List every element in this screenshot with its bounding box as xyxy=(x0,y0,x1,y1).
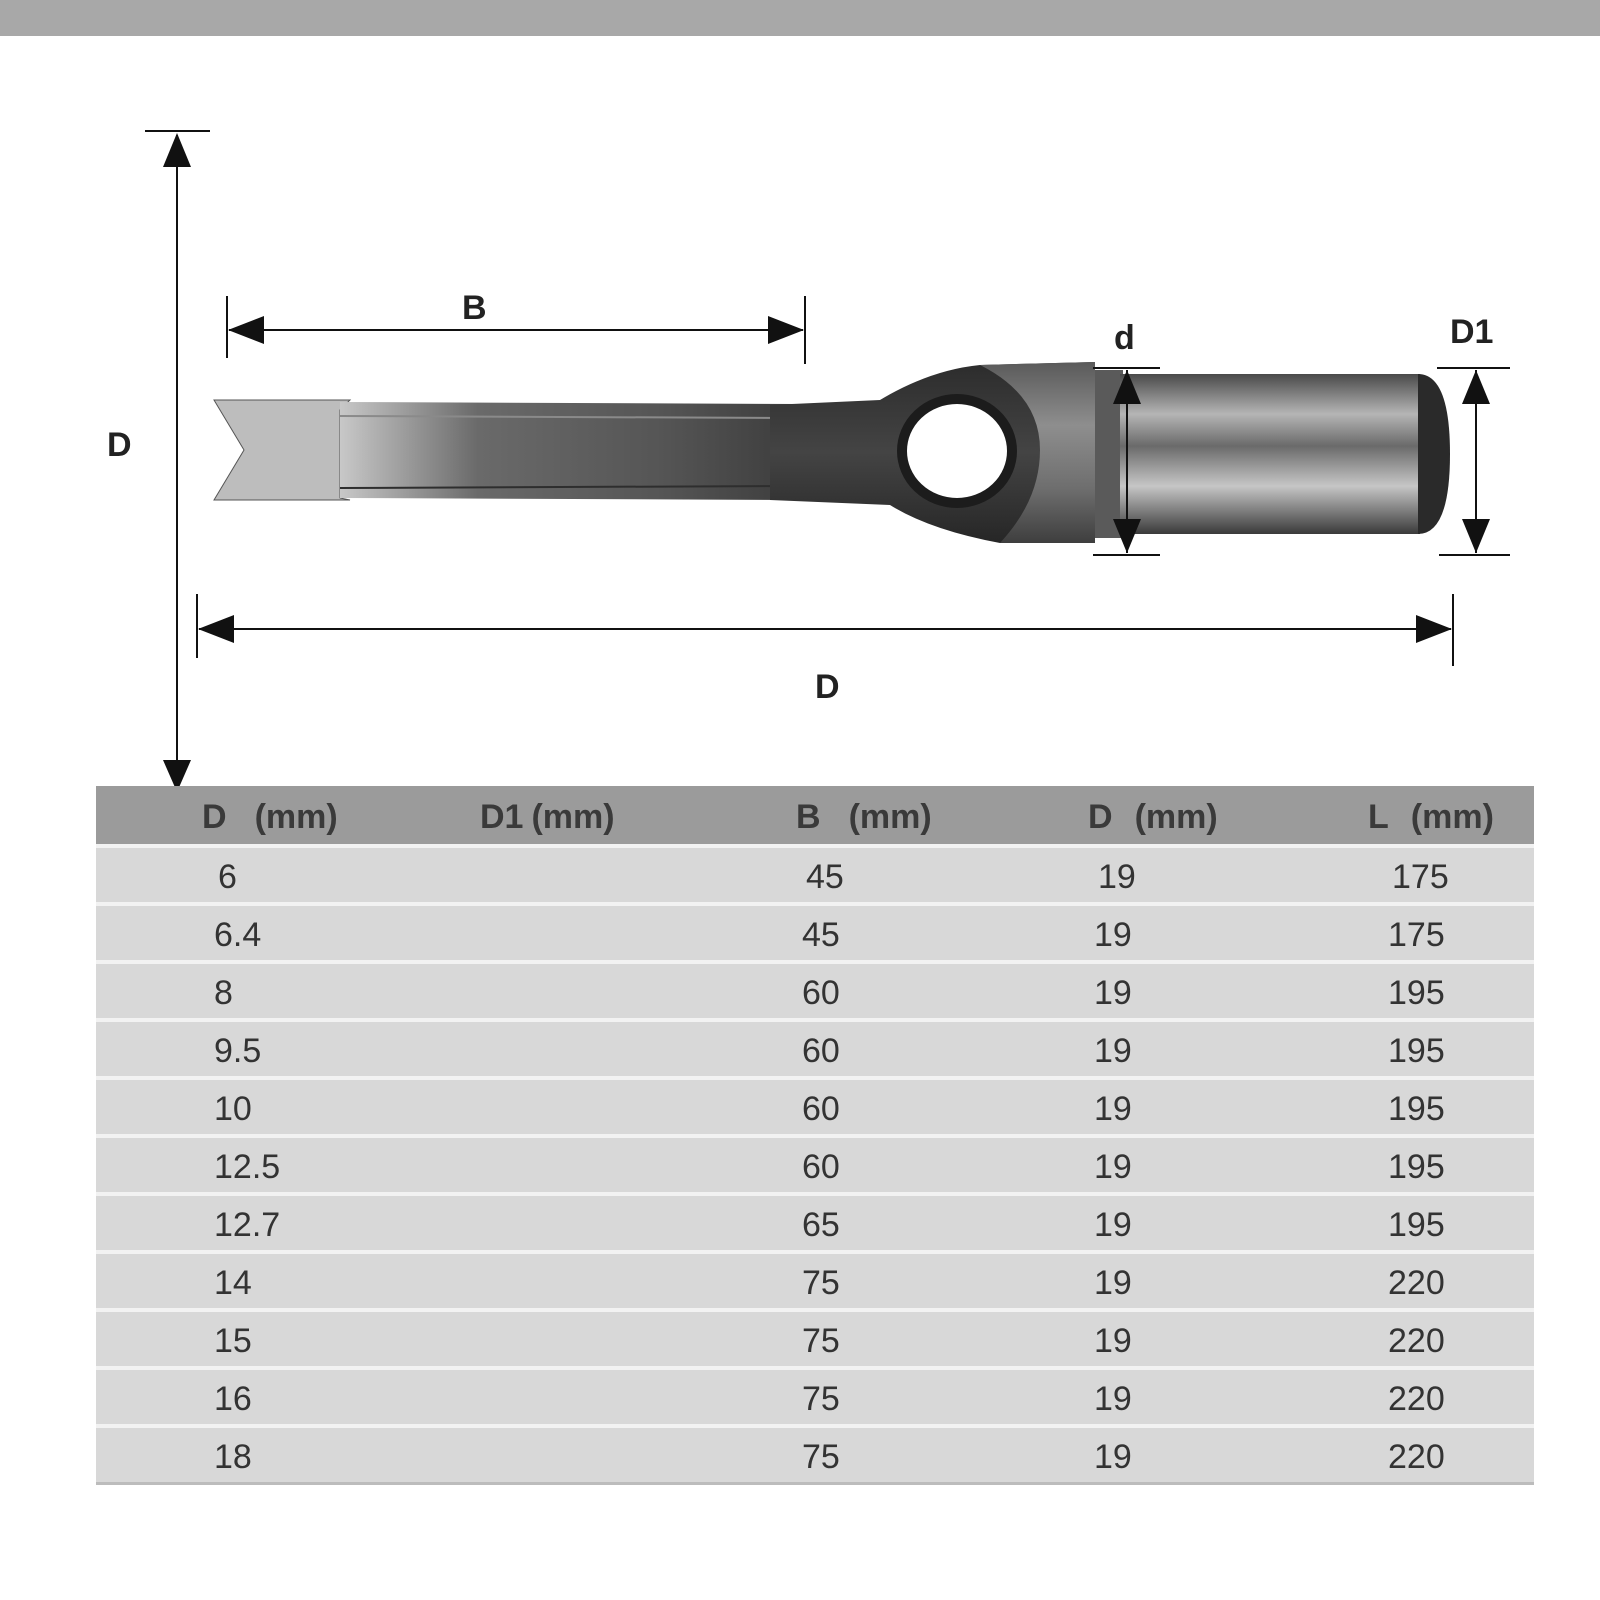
table-row: 14 75 19 220 xyxy=(96,1250,1534,1308)
table-row: 16 75 19 220 xyxy=(96,1366,1534,1424)
vertical-dimension-label: D xyxy=(107,426,132,464)
shank-diameter-label: d xyxy=(1114,319,1135,357)
blade-length-dimension xyxy=(227,296,805,364)
table-row: 6.4 45 19 175 xyxy=(96,902,1534,960)
table-row: 9.5 60 19 195 xyxy=(96,1018,1534,1076)
column-header-d-shank: D (mm) xyxy=(1088,798,1218,836)
blade-length-label: B xyxy=(462,289,487,327)
overall-length-label: D xyxy=(815,668,840,706)
column-header-b: B (mm) xyxy=(796,798,932,836)
table-row: 12.5 60 19 195 xyxy=(96,1134,1534,1192)
table-row: 18 75 19 220 xyxy=(96,1424,1534,1485)
table-row: 8 60 19 195 xyxy=(96,960,1534,1018)
table-header xyxy=(96,786,1534,844)
vertical-dimension-line xyxy=(141,131,210,792)
collar-diameter-label: D1 xyxy=(1450,313,1494,351)
chisel-body xyxy=(214,362,1450,543)
table-row: 15 75 19 220 xyxy=(96,1308,1534,1366)
table-row: 12.7 65 19 195 xyxy=(96,1192,1534,1250)
column-header-d1: D1 (mm) xyxy=(480,798,615,836)
overall-length-dimension xyxy=(197,594,1453,666)
table-row: 10 60 19 195 xyxy=(96,1076,1534,1134)
specification-table xyxy=(96,786,1534,1485)
column-header-d: D (mm) xyxy=(202,798,338,836)
table-row: 6 45 19 175 xyxy=(96,844,1534,902)
column-header-l: L (mm) xyxy=(1368,798,1494,836)
